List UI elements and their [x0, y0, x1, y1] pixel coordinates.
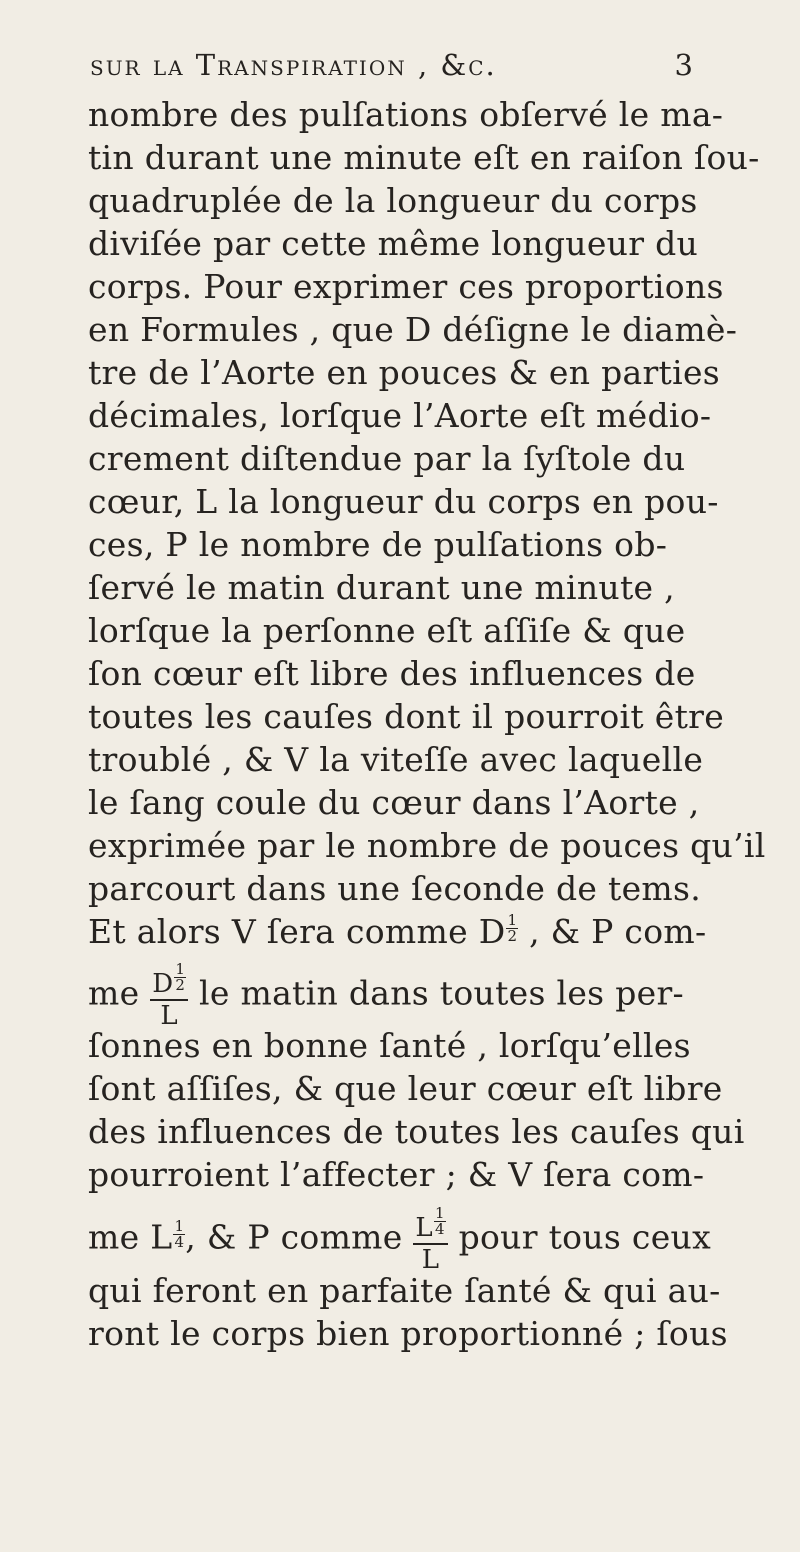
- text-line: tre de l’Aorte en pouces & en parties: [88, 353, 721, 392]
- exponent-denominator: 2: [175, 976, 186, 994]
- text-line: des influences de toutes les cauſes qui: [88, 1112, 745, 1151]
- text-line: parcourt dans une ſeconde de tems.: [88, 869, 702, 908]
- text-segment: , & P comme: [185, 1217, 414, 1257]
- text-segment: le matin dans toutes les per-: [199, 973, 684, 1013]
- fraction-denominator: 4: [174, 1232, 185, 1251]
- text-segment: me: [88, 973, 151, 1013]
- text-line: corps. Pour exprimer ces proportions: [88, 267, 724, 306]
- exponent-fraction: [174, 962, 186, 993]
- fraction-numerator: 1: [174, 1216, 185, 1235]
- fraction-denominator: L: [421, 1245, 440, 1275]
- text-line: toutes les cauſes dont il pourroit être: [88, 697, 725, 736]
- text-line: troublé , & V la viteſſe avec laquelle: [88, 740, 704, 779]
- text-line-formula: [88, 909, 706, 954]
- text-line: ces, P le nombre de pulſations ob-: [88, 525, 668, 564]
- text-line: lorſque la perſonne eſt aſſiſe & que: [88, 611, 686, 650]
- fraction-denominator: L: [160, 1001, 178, 1031]
- text-line: ſervé le matin durant une minute ,: [88, 568, 675, 607]
- text-line: ſonnes en bonne ſanté , lorſqu’elles: [88, 1026, 691, 1065]
- text-line-formula: [88, 1204, 711, 1275]
- running-header: [90, 48, 695, 88]
- text-line: exprimée par le nombre de pouces qu’il: [88, 826, 766, 865]
- exponent-fraction: [173, 1216, 185, 1251]
- exponent-denominator: 4: [434, 1220, 445, 1238]
- numerator-base: L: [415, 1213, 433, 1243]
- text-line: ſon cœur eſt libre des influences de: [88, 654, 696, 693]
- fraction-numerator: 1: [507, 911, 518, 929]
- exponent-fraction: [506, 913, 518, 944]
- text-line: pourroient l’affecter ; & V ſera com-: [88, 1155, 705, 1194]
- page-number: 3: [674, 48, 695, 82]
- exponent-numerator: 1: [175, 960, 186, 978]
- text-line: quadruplée de la longueur du corps: [88, 181, 698, 220]
- text-segment: pour tous ceux: [458, 1217, 711, 1257]
- text-line: tin durant une minute eſt en raiſon ſou-: [88, 138, 760, 177]
- exponent-fraction: [434, 1206, 446, 1237]
- formula-fraction: [150, 962, 188, 1029]
- exponent-numerator: 1: [434, 1204, 445, 1222]
- text-line: ront le corps bien proportionné ; ſous: [88, 1314, 728, 1353]
- fraction-numerator: [413, 1206, 447, 1245]
- numerator-base: D: [152, 969, 174, 999]
- text-line: nombre des pulſations obſervé le ma-: [88, 95, 724, 134]
- formula-fraction: [413, 1206, 447, 1273]
- fraction-denominator: 2: [507, 927, 518, 945]
- fraction-numerator: [150, 962, 188, 1001]
- text-line: qui feront en parfaite ſanté & qui au-: [88, 1271, 721, 1310]
- text-line: cœur, L la longueur du corps en pou-: [88, 482, 719, 521]
- text-line: le ſang coule du cœur dans l’Aorte ,: [88, 783, 700, 822]
- text-line-formula: [88, 960, 684, 1031]
- text-segment: me L: [88, 1217, 173, 1257]
- text-line: décimales, lorſque l’Aorte eſt médio-: [88, 396, 712, 435]
- text-line: diviſée par cette même longueur du: [88, 224, 699, 263]
- text-line: ſont aſſiſes, & que leur cœur eſt libre: [88, 1069, 723, 1108]
- running-title: sur la Transpiration , &c.: [90, 48, 497, 82]
- text-segment: , & P com-: [518, 912, 707, 951]
- text-line: crement diſtendue par la ſyſtole du: [88, 439, 686, 478]
- text-line: en Formules , que D déſigne le diamè-: [88, 310, 738, 349]
- text-segment: Et alors V ſera comme D: [88, 912, 506, 951]
